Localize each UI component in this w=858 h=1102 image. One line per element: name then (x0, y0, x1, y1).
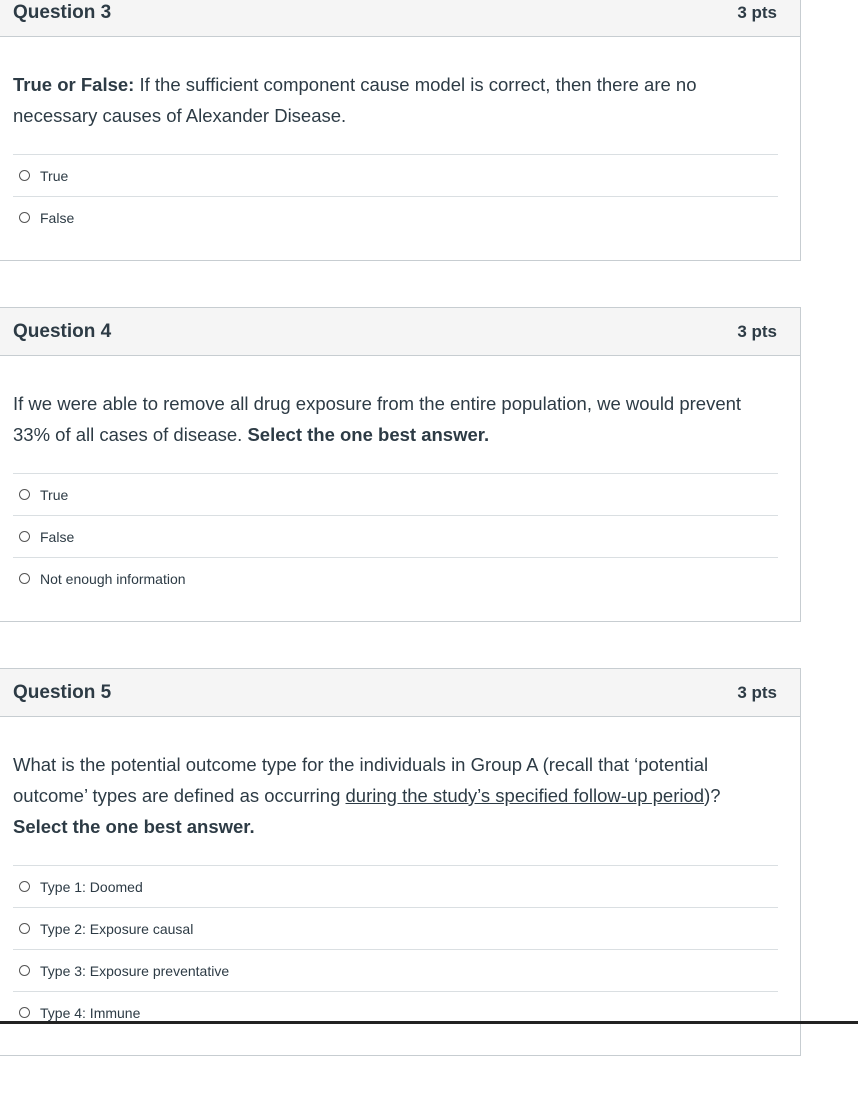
question-text (13, 749, 778, 842)
radio-button-icon[interactable] (19, 573, 30, 584)
answer-label: Type 4: Immune (40, 1004, 141, 1021)
radio-button-icon[interactable] (19, 1007, 30, 1018)
radio-button-icon[interactable] (19, 170, 30, 181)
question-text (13, 388, 778, 450)
answer-option-type-4[interactable] (13, 991, 778, 1033)
question-header (0, 308, 800, 356)
question-text (13, 69, 778, 131)
answer-label: True (40, 486, 69, 503)
radio-button-icon[interactable] (19, 489, 30, 500)
question-5 (0, 668, 801, 1056)
answer-option-true[interactable] (13, 154, 778, 196)
answer-option-type-1[interactable] (13, 865, 778, 907)
answer-option-type-2[interactable] (13, 907, 778, 949)
question-body-end: )? (704, 785, 721, 806)
answer-option-true[interactable] (13, 473, 778, 515)
question-title: Question 4 (13, 320, 112, 342)
answer-option-type-3[interactable] (13, 949, 778, 991)
answer-label: False (40, 528, 75, 545)
answer-label: True (40, 167, 69, 184)
question-title: Question 3 (13, 1, 112, 23)
radio-button-icon[interactable] (19, 531, 30, 542)
question-instruction: Select the one best answer. (13, 816, 255, 837)
underlined-phrase: during the study’s specified follow-up period (345, 785, 705, 806)
answer-label: Type 2: Exposure causal (40, 920, 194, 937)
answer-option-not-enough-info[interactable] (13, 557, 778, 599)
answer-option-false[interactable] (13, 196, 778, 238)
question-points: 3 pts (737, 2, 777, 22)
question-header (0, 0, 800, 37)
question-body: If we were able to remove all drug exposure from the entire population, we would prevent 33% of all cases of disease. (13, 393, 742, 445)
question-4 (0, 307, 801, 622)
question-points: 3 pts (737, 682, 777, 702)
question-header (0, 669, 800, 717)
answer-option-false[interactable] (13, 515, 778, 557)
question-body: If the sufficient component cause model is correct, then there are no necessary causes of Alexander Disease. (13, 74, 697, 126)
radio-button-icon[interactable] (19, 881, 30, 892)
question-prefix: True or False: (13, 74, 135, 95)
answer-label: False (40, 209, 75, 226)
question-title: Question 5 (13, 681, 112, 703)
radio-button-icon[interactable] (19, 212, 30, 223)
answer-label: Type 3: Exposure preventative (40, 962, 230, 979)
question-body: What is the potential outcome type for the individuals in Group A (recall that ‘potential outcome’ types are defined as occurring (13, 754, 709, 806)
question-points: 3 pts (737, 321, 777, 341)
question-3 (0, 0, 801, 261)
answer-label: Not enough information (40, 570, 186, 587)
radio-button-icon[interactable] (19, 965, 30, 976)
answer-label: Type 1: Doomed (40, 878, 143, 895)
question-instruction: Select the one best answer. (247, 424, 490, 445)
radio-button-icon[interactable] (19, 923, 30, 934)
